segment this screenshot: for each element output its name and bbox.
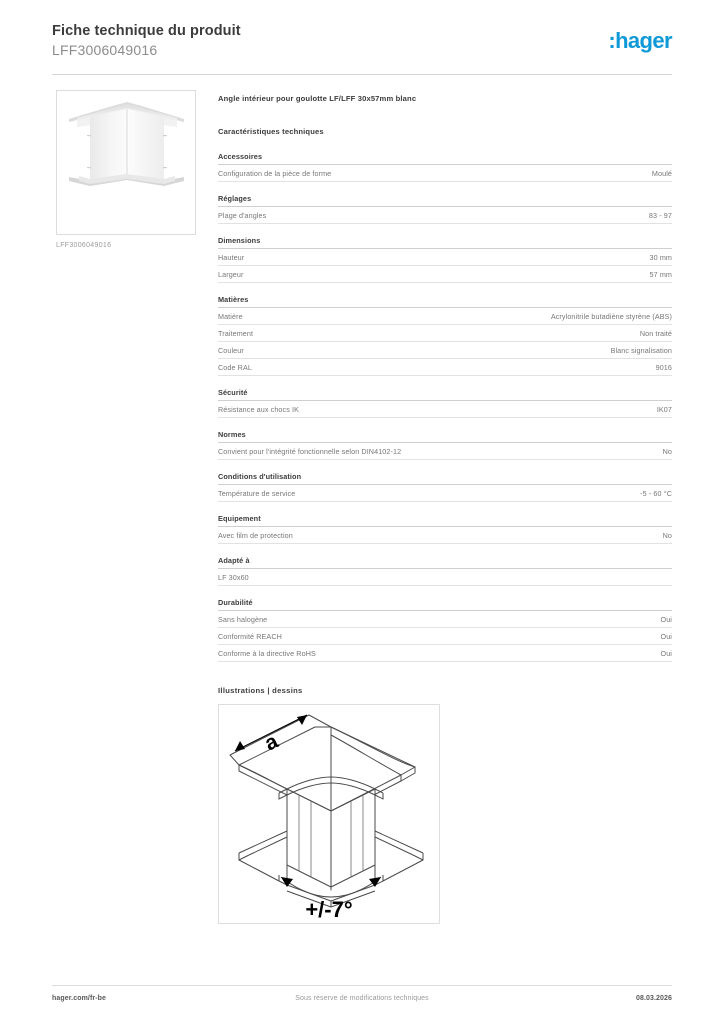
main-content [218,94,672,924]
page-header [52,22,672,70]
spec-row [218,628,672,645]
spec-row-label: Matière [218,311,243,321]
spec-row-label: Sans halogène [218,614,268,624]
spec-row-value: Oui [660,631,672,641]
spec-row-label: Avec film de protection [218,530,293,540]
product-photo-inner-angle-icon [57,91,195,234]
spec-row [218,342,672,359]
spec-group-heading: Sécurité [218,388,672,401]
spec-row [218,527,672,544]
spec-group [218,556,672,586]
page-footer [52,995,672,1009]
spec-row [218,443,672,460]
spec-row-label: Hauteur [218,252,245,262]
spec-row-label: Conformité REACH [218,631,282,641]
spec-row-value: Moulé [651,168,672,178]
spec-row-value: Non traité [639,328,672,338]
footer-disclaimer: Sous réserve de modifications techniques [295,995,429,1002]
spec-row [218,645,672,662]
spec-group-heading: Réglages [218,194,672,207]
spec-row-label: LF 30x60 [218,572,249,582]
page-title: Fiche technique du produit [52,23,241,39]
page-subtitle-product-code: LFF3006049016 [52,42,158,58]
spec-row [218,266,672,283]
product-photo-frame [56,90,196,235]
spec-row-label: Conforme à la directive RoHS [218,648,316,658]
spec-row-value: Oui [660,614,672,624]
spec-row-value: No [662,446,672,456]
spec-row-value: -5 - 60 °C [640,488,672,498]
spec-row [218,611,672,628]
spec-group-heading: Conditions d'utilisation [218,472,672,485]
header-divider [52,74,672,75]
product-name: Angle intérieur pour goulotte LF/LFF 30x57mm blanc [218,94,417,103]
product-photo-caption: LFF3006049016 [56,242,112,249]
spec-row-label: Couleur [218,345,244,355]
hager-logo: :hager [608,28,672,53]
drawing-label-a: a [261,729,282,756]
spec-row [218,401,672,418]
spec-row-label: Traitement [218,328,254,338]
spec-row-value: 9016 [655,362,672,372]
spec-row [218,207,672,224]
spec-row-value: 57 mm [649,269,672,279]
spec-row [218,165,672,182]
spec-group [218,598,672,662]
spec-group-heading: Matières [218,295,672,308]
spec-group [218,194,672,224]
spec-group [218,430,672,460]
spec-groups [218,152,672,662]
spec-row-label: Code RAL [218,362,252,372]
spec-row-value: Oui [660,648,672,658]
spec-group [218,152,672,182]
spec-row-label: Plage d'angles [218,210,267,220]
spec-row-label: Largeur [218,269,244,279]
spec-group-heading: Normes [218,430,672,443]
spec-row-value: IK07 [656,404,672,414]
spec-group-heading: Durabilité [218,598,672,611]
spec-row [218,325,672,342]
footer-date: 08.03.2026 [635,995,672,1002]
spec-row-value: Blanc signalisation [610,345,672,355]
spec-row [218,569,672,586]
spec-row-label: Configuration de la pièce de forme [218,168,332,178]
spec-section-heading: Caractéristiques techniques [218,127,324,136]
spec-group-heading: Equipement [218,514,672,527]
spec-group-heading: Accessoires [218,152,672,165]
spec-group [218,295,672,376]
spec-row-value: No [662,530,672,540]
spec-row [218,249,672,266]
spec-row-label: Résistance aux chocs IK [218,404,300,414]
spec-row [218,485,672,502]
spec-row-value: 83 - 97 [648,210,672,220]
spec-group [218,388,672,418]
technical-drawing-frame [218,704,440,924]
spec-group-heading: Dimensions [218,236,672,249]
spec-row-label: Convient pour l'intégrité fonctionnelle selon DIN4102-12 [218,446,402,456]
spec-row-value: Acrylonitrile butadiène styrène (ABS) [550,311,672,321]
product-thumbnail-block [56,90,196,249]
illustrations-heading: Illustrations | dessins [218,686,303,695]
spec-row [218,308,672,325]
footer-website-link[interactable]: hager.com/fr-be [52,995,107,1002]
footer-divider [52,985,672,986]
spec-row-value: 30 mm [649,252,672,262]
spec-group-heading: Adapté à [218,556,672,569]
spec-row [218,359,672,376]
spec-group [218,514,672,544]
drawing-label-angle: +/-7° [305,897,353,922]
spec-group [218,236,672,283]
spec-row-label: Température de service [218,488,296,498]
technical-drawing-icon [219,705,439,923]
spec-group [218,472,672,502]
